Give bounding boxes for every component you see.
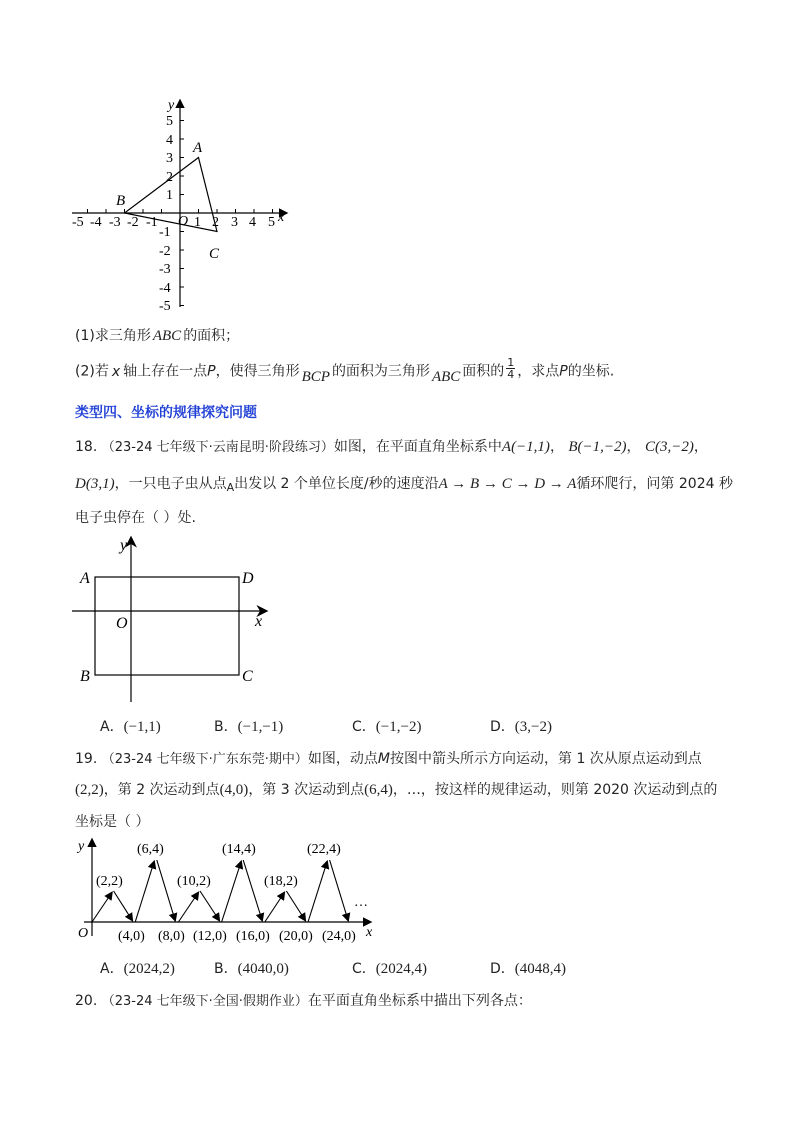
question-number: 20. [75,993,98,1009]
text: 的面积； [183,328,240,344]
q19-option-c[interactable] [352,958,427,978]
point-c-label: C [242,668,253,685]
math-var: ABC [152,328,182,344]
text: 按图中箭头所示方向运动，第 1 次从原点运动到点 [390,751,702,767]
math-var: P [559,363,568,380]
option-value: (2024,2) [123,961,175,977]
text: 面积的 [462,363,505,380]
fraction [506,357,515,380]
text: 如图，在平面直角坐标系中 [333,439,502,455]
option-letter: C． [352,719,376,735]
option-letter: A． [100,719,124,735]
y-tick-label: -4 [159,281,171,296]
text: 若 [94,363,109,380]
text: ，…，按这样的规律运动，则第 2020 次运动到点的 [392,782,718,798]
math-var: ABC [431,368,461,385]
option-value: (4048,4) [514,961,567,977]
option-letter: B． [214,961,238,977]
point-a-label: A [193,140,203,156]
origin-label: O [178,214,189,229]
option-letter: C． [352,961,376,977]
q20-line1 [75,991,532,1012]
x-tick-label: -1 [146,215,158,230]
text: ，使得三角形 [215,363,300,380]
point-c-coord: C(3,−2) [645,439,694,455]
x-tick-label: -5 [72,215,84,230]
option-value: (3,−2) [514,719,552,735]
text: 在平面直角坐标系中描出下列各点： [307,993,532,1009]
x-tick-label: 5 [268,215,275,230]
question-number: 18. [75,439,98,455]
question-source: （23-24 七年级下·全国·假期作业） [101,994,308,1009]
option-letter: D． [490,961,515,977]
y-axis-label: y [168,98,175,113]
option-letter: D． [490,719,515,735]
coord: (6,4) [364,782,393,798]
q18-option-b[interactable] [214,716,283,736]
x-axis-label: x [255,613,263,630]
origin-label: O [116,615,128,632]
mid-label: (18,2) [264,874,298,889]
zigzag-path [92,860,348,922]
text: 如图，动点 [307,751,378,767]
question-source: （23-24 七年级下·广东东莞·期中） [101,752,308,767]
bottom-label: (12,0) [193,929,227,944]
q18-line2 [75,474,733,495]
option-value: (−1,−1) [237,719,284,735]
peak-label: (6,4) [137,842,164,857]
bottom-label: (4,0) [118,929,145,944]
math-var: M [377,751,390,767]
x-tick-label: 1 [194,215,201,230]
triangle-abc-figure [60,95,300,315]
option-value: (−1,−2) [375,719,422,735]
section-heading: 类型四、坐标的规律探究问题 [75,405,257,421]
fraction-numerator: 1 [507,356,515,369]
mid-label: (10,2) [177,874,211,889]
y-tick-label: 5 [166,114,173,129]
q18-option-c[interactable] [352,716,421,736]
coord: (4,0) [219,782,249,798]
q19-line3: 坐标是（ ） [75,814,150,830]
point-a-label: A [80,570,90,587]
x-tick-label: 2 [212,215,219,230]
bottom-label: (20,0) [279,929,313,944]
y-tick-label: -2 [159,244,171,259]
option-letter: B． [214,719,238,735]
q18-option-a[interactable] [100,716,161,736]
y-axis-label: y [120,537,128,554]
point-d-label: D [242,570,254,587]
peak-label: (22,4) [307,842,341,857]
point-b-label: B [80,668,90,685]
y-tick-label: 3 [166,151,173,166]
question-number: 19. [75,751,98,767]
option-letter: A． [100,961,124,977]
text: ，求点 [517,363,560,380]
q17-part1 [75,326,239,346]
x-tick-label: -4 [90,215,102,230]
text: 出发以 2 个单位长度/秒的速度沿 [234,476,439,492]
continuation-dots: … [354,895,368,910]
point-a-coord: A(−1,1) [501,439,550,455]
text: 轴上存在一点 [123,363,208,380]
y-tick-label: 2 [166,170,173,185]
y-tick-label: 4 [166,133,173,148]
y-tick-label: 1 [166,188,173,203]
part-number: (1) [75,328,95,344]
x-axis-label: x [366,925,373,940]
x-tick-label: -2 [127,215,139,230]
x-tick-label: 4 [249,215,256,230]
text: 求三角形 [94,328,151,344]
text: ，第 3 次运动到点 [248,782,365,798]
text: 的面积为三角形 [331,363,430,380]
text: A [226,481,235,494]
math-var: x [111,363,121,380]
bottom-label: (8,0) [158,929,185,944]
q18-line1: 18. （23-24 七年级下·云南昆明·阶段练习）如图，在平面直角坐标系中A(−1,1)， B(−1,−2)， C(3,−2)， [75,439,708,455]
text: 循环爬行，问第 2024 秒 [576,476,733,492]
bottom-label: (16,0) [236,929,270,944]
q19-option-d[interactable] [490,958,566,978]
point-b-coord: B(−1,−2) [568,439,627,455]
q19-option-b[interactable] [214,958,289,978]
part-number: (2) [75,363,95,380]
q19-line2 [75,780,717,800]
q19-line1 [75,749,702,770]
y-tick-label: -1 [159,225,171,240]
bottom-label: (24,0) [322,929,356,944]
peak-label: (14,4) [222,842,256,857]
y-axis-label: y [78,839,85,854]
math-var: BCP [301,368,330,385]
point-b-label: B [116,193,126,209]
point-d-coord: D(3,1) [75,476,115,492]
origin-label: O [78,926,89,941]
q19-option-a[interactable] [100,958,175,978]
zigzag-path-figure [74,836,384,946]
question-source: （23-24 七年级下·云南昆明·阶段练习） [101,440,334,455]
x-tick-label: 3 [231,215,238,230]
q18-option-d[interactable] [490,716,552,736]
q18-line3: 电子虫停在（ ）处. [75,510,196,526]
option-value: (−1,1) [123,719,161,735]
q17-part2 [75,356,615,385]
option-value: (4040,0) [237,961,289,977]
x-tick-label: -3 [109,215,121,230]
text: ，一只电子虫从点 [114,476,227,492]
x-axis-label: x [278,210,285,225]
text: 的坐标. [567,363,615,380]
y-tick-label: -5 [159,299,171,314]
coord: (2,2) [75,782,104,798]
rectangle-abcd-figure [70,530,280,710]
y-tick-label: -3 [159,262,171,277]
option-value: (2024,4) [375,961,428,977]
point-c-label: C [209,246,220,262]
mid-label: (2,2) [96,874,123,889]
math-var: P [207,363,216,380]
text: ，第 2 次运动到点 [103,782,220,798]
path-expression: A → B → C → D → A [438,476,577,492]
fraction-denominator: 4 [507,368,515,381]
